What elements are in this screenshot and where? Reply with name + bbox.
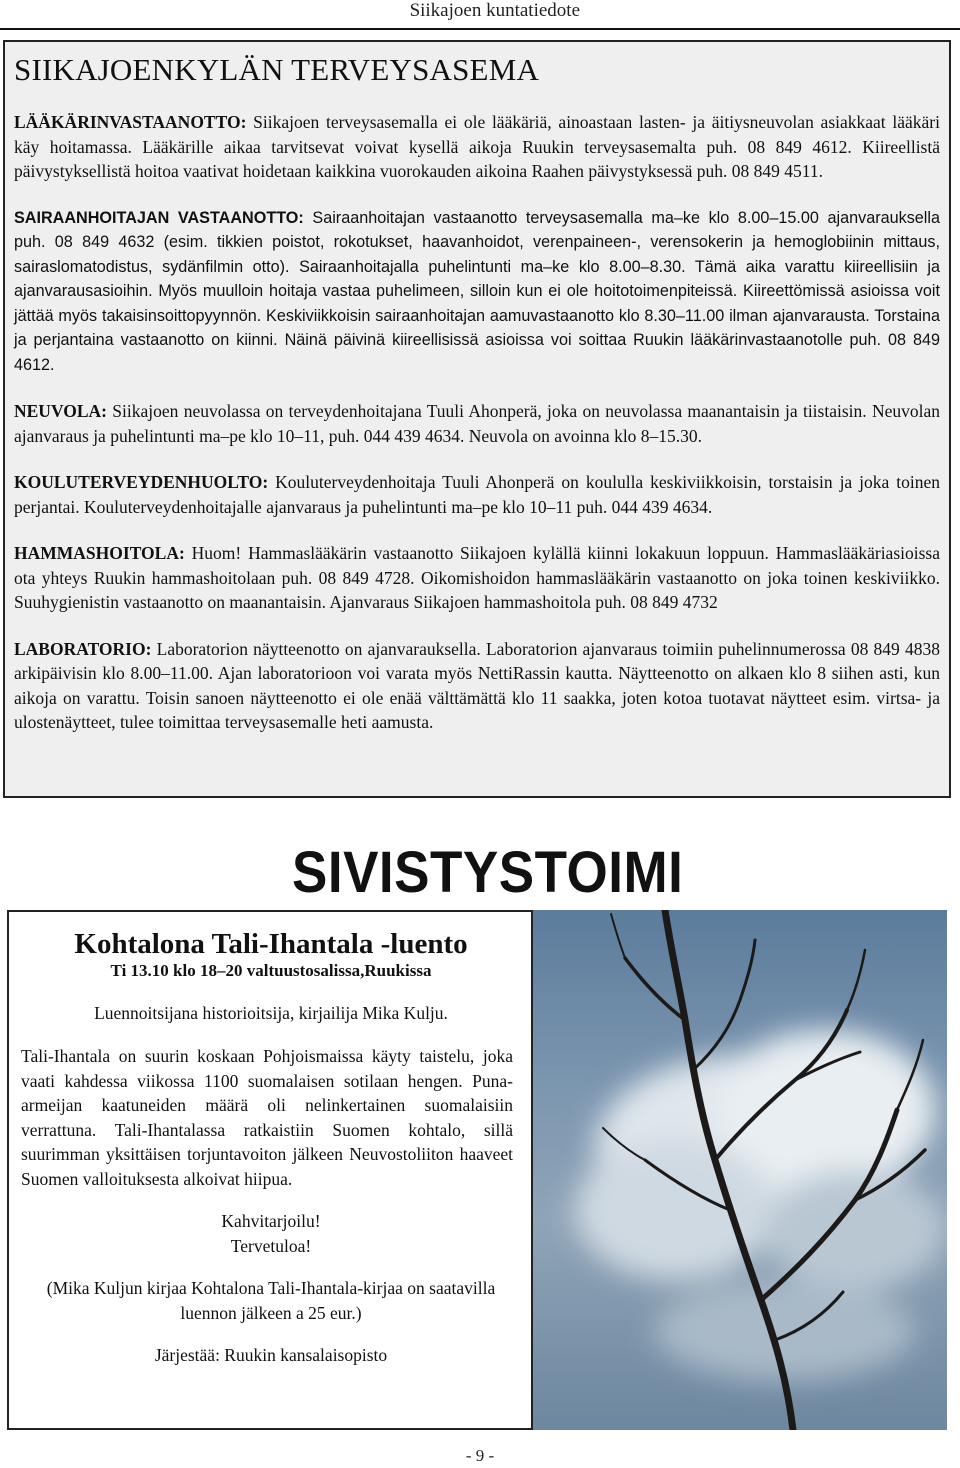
paragraph-text: Kouluterveydenhoitaja Tuuli Ahonperä on koululla keskiviikkoisin, torstaisin ja joka toinen perjantai. Kouluterveydenhoitajalle ajanvaraus ja puhelintunti ma–pe klo 10–11 puh. 044 439 4634.	[14, 472, 940, 517]
health-center-box	[3, 40, 951, 798]
running-title: Siikajoen kuntatiedote	[409, 0, 580, 21]
event-lecturer: Luennoitsijana historioitsija, kirjailija Mika Kulju.	[94, 1003, 448, 1023]
paragraph-text: Sairaanhoitajan vastaanotto terveysasemalla ma–ke klo 8.00–15.00 ajanvarauksella puh. 08 849 4632 (esim. tikkien poistot, rokotukset, haavanhoidot, verenpaineen-, verensokerin ja hemoglobiinin mittaus, sairaslomatodistus, sydänfilmin otto). Sairaanhoitajalla puhelintunti ma–ke klo 8.00–8.30. Tämä aika varattu kiireellisiin ja ajanvarausasioihin. Myös muulloin hoitaja vastaa puhelimeen, silloin kun ei ole hoitotoimenpiteissä. Kiireettömissä asioissa voit jättää myös takaisinsoittopyynnön. Keskiviikkoisin sairaanhoitajan aamuvastaanotto klo 8.30–11.00 ilman ajanvarausta. Torstaina ja perjantaina vastaanotto on kiinni. Näinä päivinä kiireellisissä asioissa voi soittaa Ruukin lääkärinvastaanotolle puh. 08 849 4612.	[14, 208, 940, 374]
event-greeting	[21, 1209, 521, 1258]
paragraph-lead: KOULUTERVEYDENHUOLTO:	[14, 472, 269, 492]
book-note: (Mika Kuljun kirjaa Kohtalona Tali-Ihantala-kirjaa on saatavilla luennon jälkeen a 25 eur.)	[46, 1278, 496, 1323]
paragraph-lead: LÄÄKÄRINVASTAANOTTO:	[14, 112, 247, 132]
tree-branch-illustration	[525, 910, 947, 1430]
event-title: Kohtalona Tali-Ihantala -luento	[74, 928, 468, 960]
dental-paragraph	[14, 541, 940, 615]
header-divider	[0, 28, 960, 30]
page-number: - 9 -	[465, 1446, 495, 1465]
section-heading: SIVISTYSTOIMI	[292, 840, 684, 905]
doctor-reception-paragraph	[14, 110, 940, 184]
health-center-title: SIIKAJOENKYLÄN TERVEYSASEMA	[14, 52, 540, 87]
paragraph-text: Huom! Hammaslääkärin vastaanotto Siikajoen kylällä kiinni lokakuun loppuun. Hammaslääkäriasioissa ota yhteys Ruukin hammashoitolaan puh. 08 849 4728. Oikomishoidon hammaslääkärin vastaanotto on joka toinen keskiviikko. Suuhygienistin vastaanotto on maanantaisin. Ajanvaraus Siikajoen hammashoitola puh. 08 849 4732	[14, 543, 940, 612]
welcome-note: Tervetuloa!	[230, 1235, 312, 1256]
lecture-event-box	[7, 910, 533, 1430]
cloud-shapes	[575, 1030, 945, 1380]
coffee-note: Kahvitarjoilu!	[221, 1211, 321, 1231]
laboratory-paragraph	[14, 637, 940, 735]
paragraph-lead: SAIRAANHOITAJAN VASTAANOTTO:	[14, 208, 304, 227]
event-description: Tali-Ihantala on suurin koskaan Pohjoismaissa käyty taistelu, joka vaati kahdessa viikossa 1100 suomalaisen sotilaan hengen. Puna-armeijan kaatuneiden määrä oli nelinkertainen suomalaisiin verrattuna. Tali-Ihantalassa ratkaistiin Suomen kohtalo, sillä suurimman yksittäisen torjuntavoiton jälkeen Neuvostoliiton haaveet Suomen valloituksesta alkoivat hiipua.	[21, 1046, 513, 1189]
tree-branch-photo	[525, 910, 947, 1430]
paragraph-text: Laboratorion näytteenotto on ajanvarauksella. Laboratorion ajanvaraus toimiin puhelinnumerossa 08 849 4838 arkipäivisin klo 8.00–11.00. Ajan laboratorioon voi varata myös NettiRassin kautta. Näytteenotto on alkaen klo 8 siihen asti, kun aikoja on varattu. Toisin sanoen näytteenotto ei ole enää välttämättä klo 11 saakka, joten kotoa tuotavat näytteet esim. virtsa- ja ulostenäytteet, tulee toimittaa terveysasemalle heti aamusta.	[14, 638, 940, 732]
paragraph-lead: HAMMASHOITOLA:	[14, 543, 185, 563]
paragraph-lead: LABORATORIO:	[14, 638, 152, 659]
nurse-reception-paragraph	[14, 206, 940, 378]
event-organizer: Järjestää: Ruukin kansalaisopisto	[154, 1345, 388, 1365]
paragraph-text: Siikajoen terveysasemalla ei ole lääkäriä, ainoastaan lasten- ja äitiysneuvolan asiakkaat lääkäri käy hoitamassa. Lääkärille aikaa tarvitsevat voivat kysellä aikoja Ruukin terveysasemalta puh. 08 849 4612. Kiireellistä päivystyksellistä hoitoa vaativat hoidetaan kaikkina vuorokauden aikoina Raahen päivystyksessä puh. 08 849 4511.	[14, 112, 940, 181]
clinic-paragraph	[14, 399, 940, 448]
school-health-paragraph	[14, 470, 940, 519]
paragraph-text: Siikajoen neuvolassa on terveydenhoitajana Tuuli Ahonperä, joka on neuvolassa maanantaisin ja tiistaisin. Neuvolan ajanvaraus ja puhelintunti ma–pe klo 10–11, puh. 044 439 4634. Neuvola on avoinna klo 8–15.30.	[14, 401, 940, 446]
event-date: Ti 13.10 klo 18–20 valtuustosalissa,Ruukissa	[110, 961, 432, 980]
paragraph-lead: NEUVOLA:	[14, 401, 107, 421]
